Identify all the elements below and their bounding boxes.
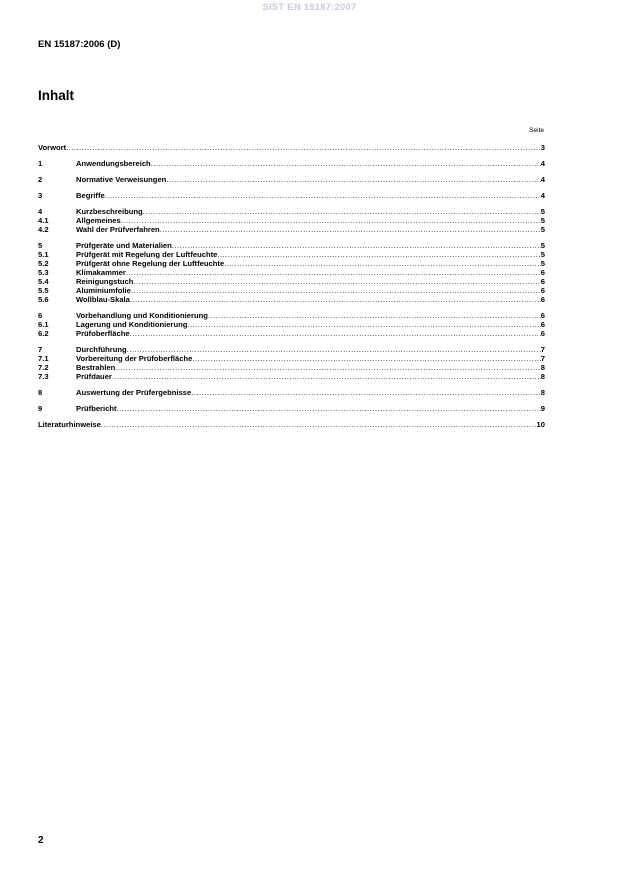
page-column-label: Seite	[529, 127, 544, 134]
toc-entry-number: 5.2	[38, 259, 49, 268]
toc-entry-page: 8	[540, 388, 545, 397]
toc-entry-title: Wahl der Prüfverfahren	[76, 225, 160, 234]
toc-entry-number: 6.2	[38, 329, 49, 338]
leader-dots	[130, 295, 541, 304]
toc-entry-page: 8	[540, 372, 545, 381]
toc-entry-title: Anwendungsbereich	[76, 159, 151, 168]
toc-entry-number: 6.1	[38, 320, 49, 329]
toc-entry-page: 5	[540, 259, 545, 268]
toc-entry-title: Literaturhinweise	[38, 420, 101, 429]
toc-entry[interactable]	[38, 404, 545, 413]
toc-entry-title: Prüfoberfläche	[76, 329, 130, 338]
toc-entry-number: 7.2	[38, 363, 49, 372]
toc-entry[interactable]	[38, 363, 545, 372]
toc-entry-number: 3	[38, 191, 43, 200]
toc-entry-title: Prüfgeräte und Materialien	[76, 241, 172, 250]
toc-entry-page: 5	[540, 216, 545, 225]
toc-entry-number: 2	[38, 175, 43, 184]
toc-entry[interactable]	[38, 286, 545, 295]
leader-dots	[172, 241, 541, 250]
toc-entry-number: 5.3	[38, 268, 49, 277]
toc-title: Inhalt	[38, 88, 74, 103]
toc-entry-title: Prüfdauer	[76, 372, 112, 381]
toc-entry-number: 5	[38, 241, 43, 250]
toc-entry[interactable]	[38, 159, 545, 168]
toc-entry[interactable]	[38, 207, 545, 216]
toc-entry-number: 7	[38, 345, 43, 354]
leader-dots	[126, 268, 541, 277]
toc-entry-number: 5.5	[38, 286, 49, 295]
toc-entry-number: 6	[38, 311, 43, 320]
toc-entry-page: 6	[540, 329, 545, 338]
toc-entry-page: 5	[540, 241, 545, 250]
leader-dots	[143, 207, 541, 216]
toc-entry-page: 4	[540, 175, 545, 184]
toc-entry-title: Reinigungstuch	[76, 277, 134, 286]
toc-entry-title: Durchführung	[76, 345, 127, 354]
leader-dots	[187, 320, 540, 329]
toc-entry-title: Lagerung und Konditionierung	[76, 320, 188, 329]
leader-dots	[191, 388, 541, 397]
toc-entry-title: Klimakammer	[76, 268, 126, 277]
toc-entry-page: 6	[540, 277, 545, 286]
toc-entry-page: 4	[540, 159, 545, 168]
leader-dots	[151, 159, 541, 168]
toc-entry-page: 6	[540, 268, 545, 277]
toc-entry-title: Vorbereitung der Prüfoberfläche	[76, 354, 193, 363]
toc-entry-page: 7	[540, 345, 545, 354]
toc-entry-title: Prüfgerät ohne Regelung der Luftfeuchte	[76, 259, 225, 268]
toc-entry-page: 5	[540, 207, 545, 216]
toc-entry[interactable]	[38, 354, 545, 363]
toc-entry-title: Auswertung der Prüfergebnisse	[76, 388, 192, 397]
toc-entry-number: 1	[38, 159, 43, 168]
toc-entry-title: Bestrahlen	[76, 363, 116, 372]
leader-dots	[192, 354, 540, 363]
leader-dots	[115, 363, 541, 372]
leader-dots	[217, 250, 540, 259]
toc-entry-page: 9	[540, 404, 545, 413]
leader-dots	[105, 191, 541, 200]
toc-entry-number: 4	[38, 207, 43, 216]
leader-dots	[131, 286, 541, 295]
toc-entry-title: Allgemeines	[76, 216, 121, 225]
toc-entry-number: 8	[38, 388, 43, 397]
toc-entry-number: 9	[38, 404, 43, 413]
toc-entry-number: 5.6	[38, 295, 49, 304]
toc-entry-number: 4.2	[38, 225, 49, 234]
toc-entry[interactable]	[38, 311, 545, 320]
toc-entry-page: 3	[540, 143, 545, 152]
toc-entry[interactable]	[38, 250, 545, 259]
toc-entry-page: 8	[540, 363, 545, 372]
toc-entry-number: 4.1	[38, 216, 49, 225]
toc-entry[interactable]	[38, 420, 545, 429]
toc-entry-number: 7.3	[38, 372, 49, 381]
toc-entry-page: 4	[540, 191, 545, 200]
toc-entry-title: Vorwort	[38, 143, 67, 152]
toc-entry-page: 6	[540, 311, 545, 320]
toc-entry-title: Wollblau-Skala	[76, 295, 130, 304]
toc-entry[interactable]	[38, 175, 545, 184]
toc-entry[interactable]	[38, 268, 545, 277]
leader-dots	[127, 345, 541, 354]
toc-entry-title: Aluminiumfolie	[76, 286, 131, 295]
toc-entry[interactable]	[38, 225, 545, 234]
toc-entry[interactable]	[38, 277, 545, 286]
toc-entry-page: 5	[540, 250, 545, 259]
leader-dots	[208, 311, 541, 320]
toc-entry[interactable]	[38, 295, 545, 304]
leader-dots	[166, 175, 540, 184]
toc-entry-number: 7.1	[38, 354, 49, 363]
document-id: EN 15187:2006 (D)	[38, 39, 121, 50]
toc-entry-page: 10	[536, 420, 545, 429]
toc-entry-title: Normative Verweisungen	[76, 175, 167, 184]
toc-entry[interactable]	[38, 372, 545, 381]
toc-entry[interactable]	[38, 143, 545, 152]
page-number: 2	[38, 835, 44, 846]
toc-entry-title: Kurzbeschreibung	[76, 207, 143, 216]
toc-entry[interactable]	[38, 241, 545, 250]
toc-entry-title: Vorbehandlung und Konditionierung	[76, 311, 208, 320]
leader-dots	[133, 277, 540, 286]
toc-entry-page: 7	[540, 354, 545, 363]
toc-entry[interactable]	[38, 320, 545, 329]
leader-dots	[112, 372, 541, 381]
leader-dots	[224, 259, 541, 268]
toc-entry-page: 5	[540, 225, 545, 234]
toc-entry[interactable]	[38, 388, 545, 397]
toc-entry-page: 6	[540, 286, 545, 295]
toc-entry[interactable]	[38, 216, 545, 225]
toc-entry-title: Begriffe	[76, 191, 105, 200]
toc-entry[interactable]	[38, 329, 545, 338]
leader-dots	[160, 225, 541, 234]
watermark: SIST EN 15187:2007	[262, 2, 357, 13]
toc-entry-page: 6	[540, 295, 545, 304]
toc-entry-page: 6	[540, 320, 545, 329]
leader-dots	[117, 404, 541, 413]
toc-entry[interactable]	[38, 259, 545, 268]
leader-dots	[130, 329, 541, 338]
leader-dots	[101, 420, 537, 429]
toc-entry-number: 5.4	[38, 277, 49, 286]
leader-dots	[121, 216, 541, 225]
table-of-contents	[38, 143, 545, 429]
toc-entry-number: 5.1	[38, 250, 49, 259]
toc-entry[interactable]	[38, 345, 545, 354]
toc-entry[interactable]	[38, 191, 545, 200]
toc-entry-title: Prüfgerät mit Regelung der Luftfeuchte	[76, 250, 218, 259]
leader-dots	[66, 143, 541, 152]
toc-entry-title: Prüfbericht	[76, 404, 117, 413]
